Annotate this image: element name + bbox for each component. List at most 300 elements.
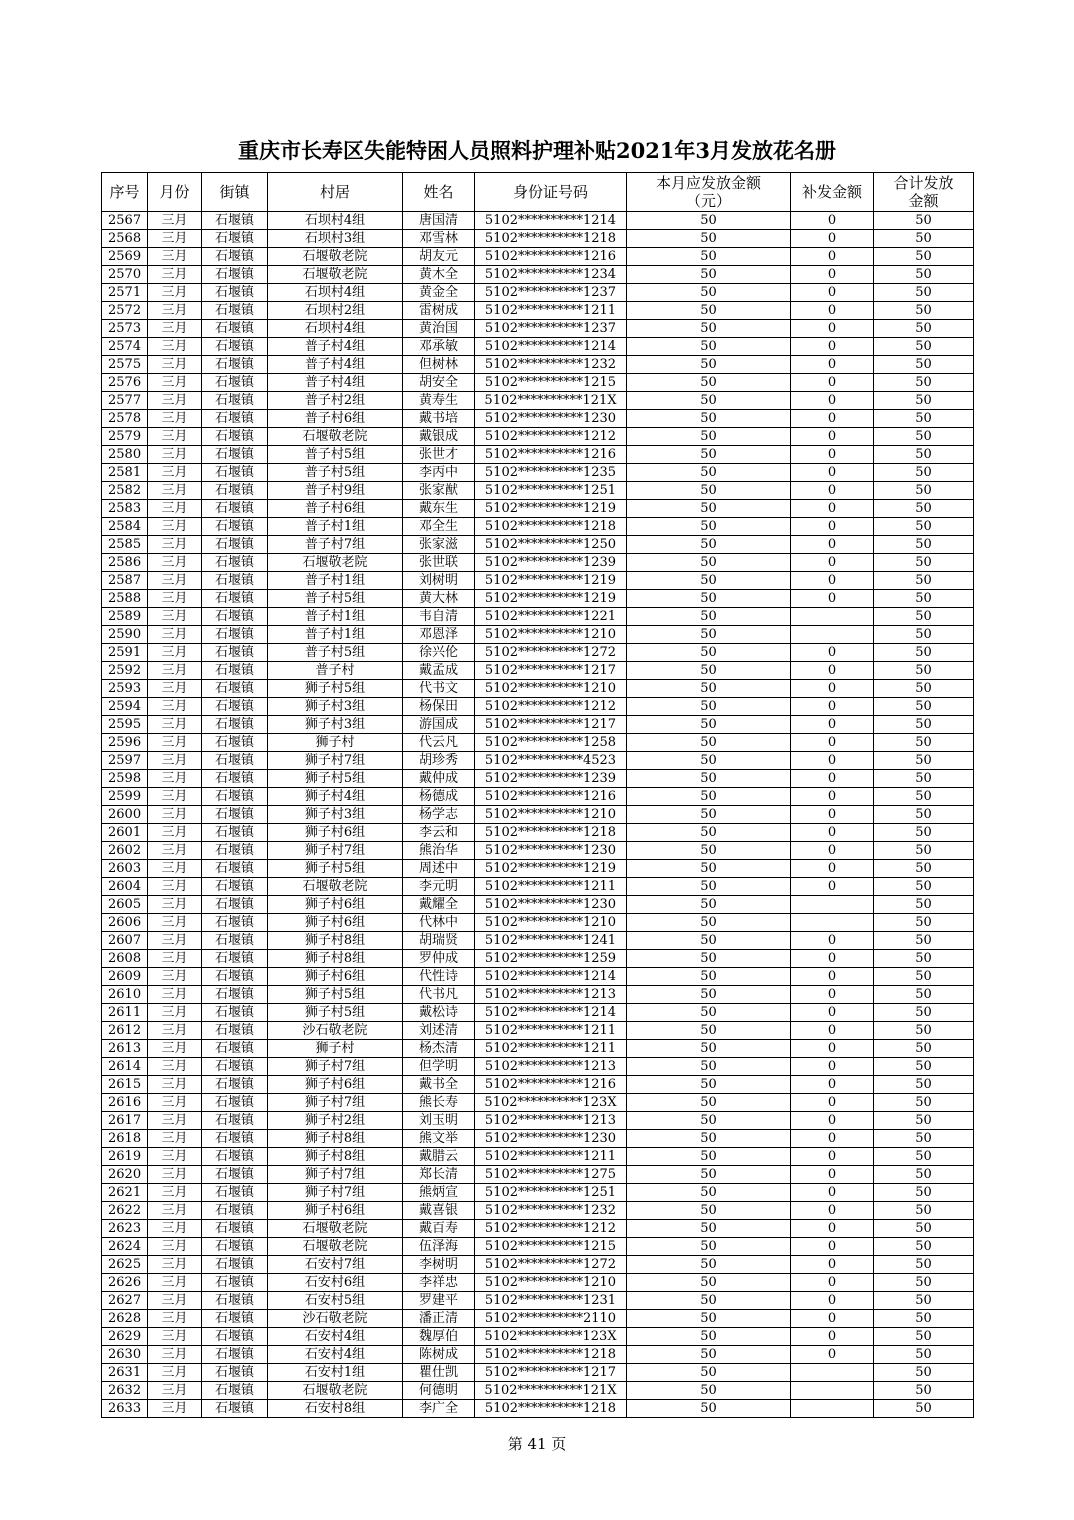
cell-town: 石堰镇 — [202, 500, 268, 518]
cell-village: 狮子村 — [268, 1040, 403, 1058]
cell-name: 黄金全 — [403, 284, 475, 302]
cell-due-amount: 50 — [627, 896, 791, 914]
cell-seq: 2572 — [102, 302, 148, 320]
cell-month: 三月 — [148, 338, 202, 356]
cell-month: 三月 — [148, 572, 202, 590]
cell-village: 狮子村5组 — [268, 770, 403, 788]
cell-seq: 2591 — [102, 644, 148, 662]
cell-name: 游国成 — [403, 716, 475, 734]
cell-seq: 2606 — [102, 914, 148, 932]
cell-id: 5102**********1212 — [475, 1220, 627, 1238]
table-row — [102, 1040, 974, 1058]
cell-total: 50 — [874, 968, 974, 986]
cell-supplement: 0 — [791, 806, 874, 824]
cell-village: 普子村1组 — [268, 608, 403, 626]
cell-due-amount: 50 — [627, 248, 791, 266]
cell-due-amount: 50 — [627, 446, 791, 464]
cell-village: 狮子村3组 — [268, 716, 403, 734]
cell-id: 5102**********1251 — [475, 482, 627, 500]
cell-seq: 2573 — [102, 320, 148, 338]
cell-village: 石安村6组 — [268, 1274, 403, 1292]
cell-name: 戴书培 — [403, 410, 475, 428]
cell-seq: 2622 — [102, 1202, 148, 1220]
table-row — [102, 212, 974, 230]
cell-due-amount: 50 — [627, 1130, 791, 1148]
cell-due-amount: 50 — [627, 770, 791, 788]
page-number: 第 41 页 — [507, 1435, 567, 1453]
cell-village: 普子村1组 — [268, 626, 403, 644]
cell-seq: 2587 — [102, 572, 148, 590]
cell-supplement: 0 — [791, 932, 874, 950]
cell-town: 石堰镇 — [202, 734, 268, 752]
table-row — [102, 1364, 974, 1382]
cell-due-amount: 50 — [627, 1112, 791, 1130]
cell-town: 石堰镇 — [202, 1328, 268, 1346]
cell-total: 50 — [874, 1328, 974, 1346]
cell-month: 三月 — [148, 1094, 202, 1112]
cell-seq: 2576 — [102, 374, 148, 392]
cell-month: 三月 — [148, 968, 202, 986]
table-row — [102, 284, 974, 302]
header-month: 月份 — [148, 173, 202, 212]
cell-village: 石坝村2组 — [268, 302, 403, 320]
cell-town: 石堰镇 — [202, 824, 268, 842]
cell-supplement — [791, 608, 874, 626]
cell-town: 石堰镇 — [202, 266, 268, 284]
cell-town: 石堰镇 — [202, 1166, 268, 1184]
cell-seq: 2609 — [102, 968, 148, 986]
cell-village: 狮子村2组 — [268, 1112, 403, 1130]
cell-supplement: 0 — [791, 716, 874, 734]
cell-seq: 2599 — [102, 788, 148, 806]
cell-seq: 2574 — [102, 338, 148, 356]
cell-name: 罗建平 — [403, 1292, 475, 1310]
cell-total: 50 — [874, 572, 974, 590]
cell-town: 石堰镇 — [202, 1058, 268, 1076]
cell-id: 5102**********1237 — [475, 284, 627, 302]
cell-month: 三月 — [148, 932, 202, 950]
cell-due-amount: 50 — [627, 914, 791, 932]
cell-town: 石堰镇 — [202, 554, 268, 572]
cell-village: 石安村7组 — [268, 1256, 403, 1274]
table-row — [102, 968, 974, 986]
cell-name: 胡瑞贤 — [403, 932, 475, 950]
cell-name: 戴百寿 — [403, 1220, 475, 1238]
table-row — [102, 1058, 974, 1076]
cell-month: 三月 — [148, 680, 202, 698]
cell-town: 石堰镇 — [202, 752, 268, 770]
cell-due-amount: 50 — [627, 1202, 791, 1220]
cell-month: 三月 — [148, 842, 202, 860]
header-total — [874, 173, 974, 212]
cell-village: 狮子村3组 — [268, 806, 403, 824]
cell-due-amount: 50 — [627, 698, 791, 716]
cell-village: 普子村 — [268, 662, 403, 680]
cell-seq: 2581 — [102, 464, 148, 482]
cell-total: 50 — [874, 320, 974, 338]
cell-month: 三月 — [148, 1274, 202, 1292]
cell-village: 沙石敬老院 — [268, 1022, 403, 1040]
cell-town: 石堰镇 — [202, 1310, 268, 1328]
cell-seq: 2601 — [102, 824, 148, 842]
cell-village: 沙石敬老院 — [268, 1310, 403, 1328]
cell-town: 石堰镇 — [202, 518, 268, 536]
cell-seq: 2578 — [102, 410, 148, 428]
table-row — [102, 1274, 974, 1292]
cell-month: 三月 — [148, 446, 202, 464]
cell-town: 石堰镇 — [202, 1094, 268, 1112]
cell-month: 三月 — [148, 1076, 202, 1094]
cell-supplement: 0 — [791, 1076, 874, 1094]
cell-seq: 2579 — [102, 428, 148, 446]
cell-village: 狮子村5组 — [268, 680, 403, 698]
cell-town: 石堰镇 — [202, 662, 268, 680]
cell-due-amount: 50 — [627, 608, 791, 626]
cell-seq: 2590 — [102, 626, 148, 644]
cell-total: 50 — [874, 302, 974, 320]
cell-month: 三月 — [148, 986, 202, 1004]
cell-id: 5102**********1216 — [475, 446, 627, 464]
table-row — [102, 950, 974, 968]
cell-town: 石堰镇 — [202, 932, 268, 950]
cell-total: 50 — [874, 500, 974, 518]
cell-seq: 2575 — [102, 356, 148, 374]
cell-village: 狮子村8组 — [268, 950, 403, 968]
cell-due-amount: 50 — [627, 1238, 791, 1256]
cell-village: 普子村4组 — [268, 374, 403, 392]
cell-name: 韦自清 — [403, 608, 475, 626]
cell-name: 杨保田 — [403, 698, 475, 716]
cell-town: 石堰镇 — [202, 446, 268, 464]
cell-village: 狮子村5组 — [268, 860, 403, 878]
cell-village: 狮子村7组 — [268, 1166, 403, 1184]
cell-name: 李丙中 — [403, 464, 475, 482]
cell-seq: 2567 — [102, 212, 148, 230]
cell-supplement: 0 — [791, 536, 874, 554]
cell-supplement — [791, 1364, 874, 1382]
cell-month: 三月 — [148, 806, 202, 824]
cell-town: 石堰镇 — [202, 770, 268, 788]
cell-name: 李广全 — [403, 1400, 475, 1418]
cell-town: 石堰镇 — [202, 1292, 268, 1310]
cell-village: 石堰敬老院 — [268, 266, 403, 284]
cell-supplement — [791, 1400, 874, 1418]
cell-name: 戴孟成 — [403, 662, 475, 680]
cell-month: 三月 — [148, 1328, 202, 1346]
cell-month: 三月 — [148, 266, 202, 284]
header-due-line2: （元） — [685, 192, 731, 210]
cell-total: 50 — [874, 1256, 974, 1274]
cell-seq: 2612 — [102, 1022, 148, 1040]
cell-name: 代性诗 — [403, 968, 475, 986]
cell-seq: 2619 — [102, 1148, 148, 1166]
cell-supplement: 0 — [791, 680, 874, 698]
cell-id: 5102**********1211 — [475, 1040, 627, 1058]
cell-month: 三月 — [148, 1382, 202, 1400]
cell-id: 5102**********123X — [475, 1328, 627, 1346]
cell-month: 三月 — [148, 1364, 202, 1382]
cell-due-amount: 50 — [627, 230, 791, 248]
cell-due-amount: 50 — [627, 1094, 791, 1112]
cell-id: 5102**********1232 — [475, 1202, 627, 1220]
table-row — [102, 590, 974, 608]
cell-due-amount: 50 — [627, 428, 791, 446]
cell-village: 狮子村6组 — [268, 914, 403, 932]
table-row — [102, 536, 974, 554]
table-row — [102, 518, 974, 536]
cell-supplement: 0 — [791, 1202, 874, 1220]
cell-due-amount: 50 — [627, 284, 791, 302]
cell-supplement: 0 — [791, 446, 874, 464]
cell-name: 熊长寿 — [403, 1094, 475, 1112]
cell-id: 5102**********4523 — [475, 752, 627, 770]
cell-total: 50 — [874, 392, 974, 410]
cell-seq: 2580 — [102, 446, 148, 464]
cell-town: 石堰镇 — [202, 878, 268, 896]
table-row — [102, 716, 974, 734]
cell-id: 5102**********1210 — [475, 806, 627, 824]
cell-village: 狮子村 — [268, 734, 403, 752]
table-row — [102, 662, 974, 680]
cell-due-amount: 50 — [627, 500, 791, 518]
table-row — [102, 1220, 974, 1238]
table-row — [102, 1328, 974, 1346]
cell-id: 5102**********1232 — [475, 356, 627, 374]
cell-seq: 2624 — [102, 1238, 148, 1256]
cell-due-amount: 50 — [627, 662, 791, 680]
cell-total: 50 — [874, 1112, 974, 1130]
cell-name: 代云凡 — [403, 734, 475, 752]
cell-village: 狮子村6组 — [268, 968, 403, 986]
cell-name: 黄治国 — [403, 320, 475, 338]
cell-town: 石堰镇 — [202, 1130, 268, 1148]
cell-id: 5102**********1212 — [475, 428, 627, 446]
cell-due-amount: 50 — [627, 410, 791, 428]
cell-id: 5102**********1235 — [475, 464, 627, 482]
cell-name: 魏厚伯 — [403, 1328, 475, 1346]
cell-town: 石堰镇 — [202, 212, 268, 230]
cell-total: 50 — [874, 1310, 974, 1328]
cell-total: 50 — [874, 1400, 974, 1418]
cell-name: 杨学志 — [403, 806, 475, 824]
cell-id: 5102**********1230 — [475, 896, 627, 914]
cell-id: 5102**********121X — [475, 1382, 627, 1400]
cell-month: 三月 — [148, 1256, 202, 1274]
cell-due-amount: 50 — [627, 734, 791, 752]
cell-village: 狮子村3组 — [268, 698, 403, 716]
cell-seq: 2588 — [102, 590, 148, 608]
cell-id: 5102**********1217 — [475, 662, 627, 680]
cell-due-amount: 50 — [627, 554, 791, 572]
cell-village: 普子村4组 — [268, 356, 403, 374]
cell-village: 石坝村4组 — [268, 212, 403, 230]
cell-town: 石堰镇 — [202, 356, 268, 374]
cell-supplement: 0 — [791, 1274, 874, 1292]
cell-month: 三月 — [148, 734, 202, 752]
cell-month: 三月 — [148, 752, 202, 770]
cell-seq: 2610 — [102, 986, 148, 1004]
cell-town: 石堰镇 — [202, 590, 268, 608]
cell-town: 石堰镇 — [202, 644, 268, 662]
cell-total: 50 — [874, 338, 974, 356]
cell-due-amount: 50 — [627, 788, 791, 806]
cell-village: 石堰敬老院 — [268, 554, 403, 572]
cell-supplement: 0 — [791, 320, 874, 338]
cell-id: 5102**********1210 — [475, 626, 627, 644]
cell-supplement: 0 — [791, 1004, 874, 1022]
cell-month: 三月 — [148, 212, 202, 230]
table-row — [102, 266, 974, 284]
cell-total: 50 — [874, 410, 974, 428]
cell-village: 石安村4组 — [268, 1346, 403, 1364]
cell-supplement: 0 — [791, 554, 874, 572]
cell-seq: 2611 — [102, 1004, 148, 1022]
cell-total: 50 — [874, 878, 974, 896]
cell-village: 狮子村7组 — [268, 842, 403, 860]
cell-seq: 2632 — [102, 1382, 148, 1400]
cell-name: 代书文 — [403, 680, 475, 698]
cell-seq: 2631 — [102, 1364, 148, 1382]
cell-supplement: 0 — [791, 248, 874, 266]
cell-village: 普子村7组 — [268, 536, 403, 554]
cell-seq: 2628 — [102, 1310, 148, 1328]
cell-total: 50 — [874, 716, 974, 734]
cell-supplement: 0 — [791, 1112, 874, 1130]
cell-total: 50 — [874, 824, 974, 842]
cell-id: 5102**********1218 — [475, 1400, 627, 1418]
table-row — [102, 1256, 974, 1274]
table-row — [102, 680, 974, 698]
table-row — [102, 464, 974, 482]
cell-id: 5102**********1211 — [475, 1148, 627, 1166]
cell-id: 5102**********1218 — [475, 518, 627, 536]
cell-supplement: 0 — [791, 500, 874, 518]
cell-town: 石堰镇 — [202, 1346, 268, 1364]
cell-id: 5102**********1214 — [475, 212, 627, 230]
header-name: 姓名 — [403, 173, 475, 212]
cell-total: 50 — [874, 1058, 974, 1076]
cell-total: 50 — [874, 590, 974, 608]
cell-supplement: 0 — [791, 284, 874, 302]
table-row — [102, 1148, 974, 1166]
cell-total: 50 — [874, 914, 974, 932]
cell-name: 邓全生 — [403, 518, 475, 536]
cell-seq: 2626 — [102, 1274, 148, 1292]
cell-month: 三月 — [148, 896, 202, 914]
table-row — [102, 1094, 974, 1112]
cell-due-amount: 50 — [627, 950, 791, 968]
cell-name: 潘正清 — [403, 1310, 475, 1328]
cell-village: 狮子村7组 — [268, 1184, 403, 1202]
cell-supplement: 0 — [791, 1040, 874, 1058]
cell-id: 5102**********1219 — [475, 500, 627, 518]
cell-total: 50 — [874, 446, 974, 464]
cell-due-amount: 50 — [627, 878, 791, 896]
cell-month: 三月 — [148, 590, 202, 608]
cell-total: 50 — [874, 248, 974, 266]
cell-total: 50 — [874, 1166, 974, 1184]
cell-town: 石堰镇 — [202, 284, 268, 302]
cell-supplement: 0 — [791, 1310, 874, 1328]
table-row — [102, 248, 974, 266]
table-row — [102, 482, 974, 500]
cell-id: 5102**********1251 — [475, 1184, 627, 1202]
cell-total: 50 — [874, 932, 974, 950]
cell-town: 石堰镇 — [202, 428, 268, 446]
cell-name: 刘树明 — [403, 572, 475, 590]
cell-seq: 2583 — [102, 500, 148, 518]
cell-supplement: 0 — [791, 1292, 874, 1310]
table-row — [102, 392, 974, 410]
cell-due-amount: 50 — [627, 212, 791, 230]
cell-supplement: 0 — [791, 482, 874, 500]
cell-id: 5102**********1216 — [475, 788, 627, 806]
cell-town: 石堰镇 — [202, 1022, 268, 1040]
cell-due-amount: 50 — [627, 1346, 791, 1364]
cell-id: 5102**********1218 — [475, 230, 627, 248]
cell-due-amount: 50 — [627, 266, 791, 284]
cell-due-amount: 50 — [627, 1148, 791, 1166]
table-row — [102, 1292, 974, 1310]
cell-month: 三月 — [148, 950, 202, 968]
cell-due-amount: 50 — [627, 338, 791, 356]
cell-seq: 2597 — [102, 752, 148, 770]
cell-village: 石堰敬老院 — [268, 248, 403, 266]
cell-town: 石堰镇 — [202, 680, 268, 698]
cell-seq: 2627 — [102, 1292, 148, 1310]
cell-id: 5102**********1212 — [475, 698, 627, 716]
cell-name: 张家滋 — [403, 536, 475, 554]
cell-town: 石堰镇 — [202, 464, 268, 482]
cell-id: 5102**********1211 — [475, 302, 627, 320]
cell-id: 5102**********1230 — [475, 410, 627, 428]
cell-due-amount: 50 — [627, 590, 791, 608]
cell-due-amount: 50 — [627, 1400, 791, 1418]
cell-supplement: 0 — [791, 302, 874, 320]
cell-id: 5102**********1219 — [475, 572, 627, 590]
cell-name: 杨德成 — [403, 788, 475, 806]
cell-id: 5102**********121X — [475, 392, 627, 410]
cell-name: 郑长清 — [403, 1166, 475, 1184]
cell-town: 石堰镇 — [202, 1148, 268, 1166]
cell-id: 5102**********1210 — [475, 914, 627, 932]
cell-name: 邓承敏 — [403, 338, 475, 356]
cell-month: 三月 — [148, 914, 202, 932]
cell-village: 狮子村6组 — [268, 896, 403, 914]
cell-supplement: 0 — [791, 1256, 874, 1274]
cell-village: 狮子村4组 — [268, 788, 403, 806]
cell-seq: 2568 — [102, 230, 148, 248]
cell-id: 5102**********2110 — [475, 1310, 627, 1328]
cell-town: 石堰镇 — [202, 230, 268, 248]
cell-town: 石堰镇 — [202, 392, 268, 410]
cell-seq: 2586 — [102, 554, 148, 572]
cell-supplement — [791, 896, 874, 914]
cell-town: 石堰镇 — [202, 1040, 268, 1058]
table-row — [102, 428, 974, 446]
cell-month: 三月 — [148, 410, 202, 428]
cell-total: 50 — [874, 1364, 974, 1382]
cell-month: 三月 — [148, 1040, 202, 1058]
header-supplement: 补发金额 — [791, 173, 874, 212]
cell-due-amount: 50 — [627, 806, 791, 824]
cell-month: 三月 — [148, 320, 202, 338]
cell-id: 5102**********1230 — [475, 842, 627, 860]
table-row — [102, 644, 974, 662]
cell-name: 但学明 — [403, 1058, 475, 1076]
cell-month: 三月 — [148, 482, 202, 500]
cell-due-amount: 50 — [627, 1184, 791, 1202]
